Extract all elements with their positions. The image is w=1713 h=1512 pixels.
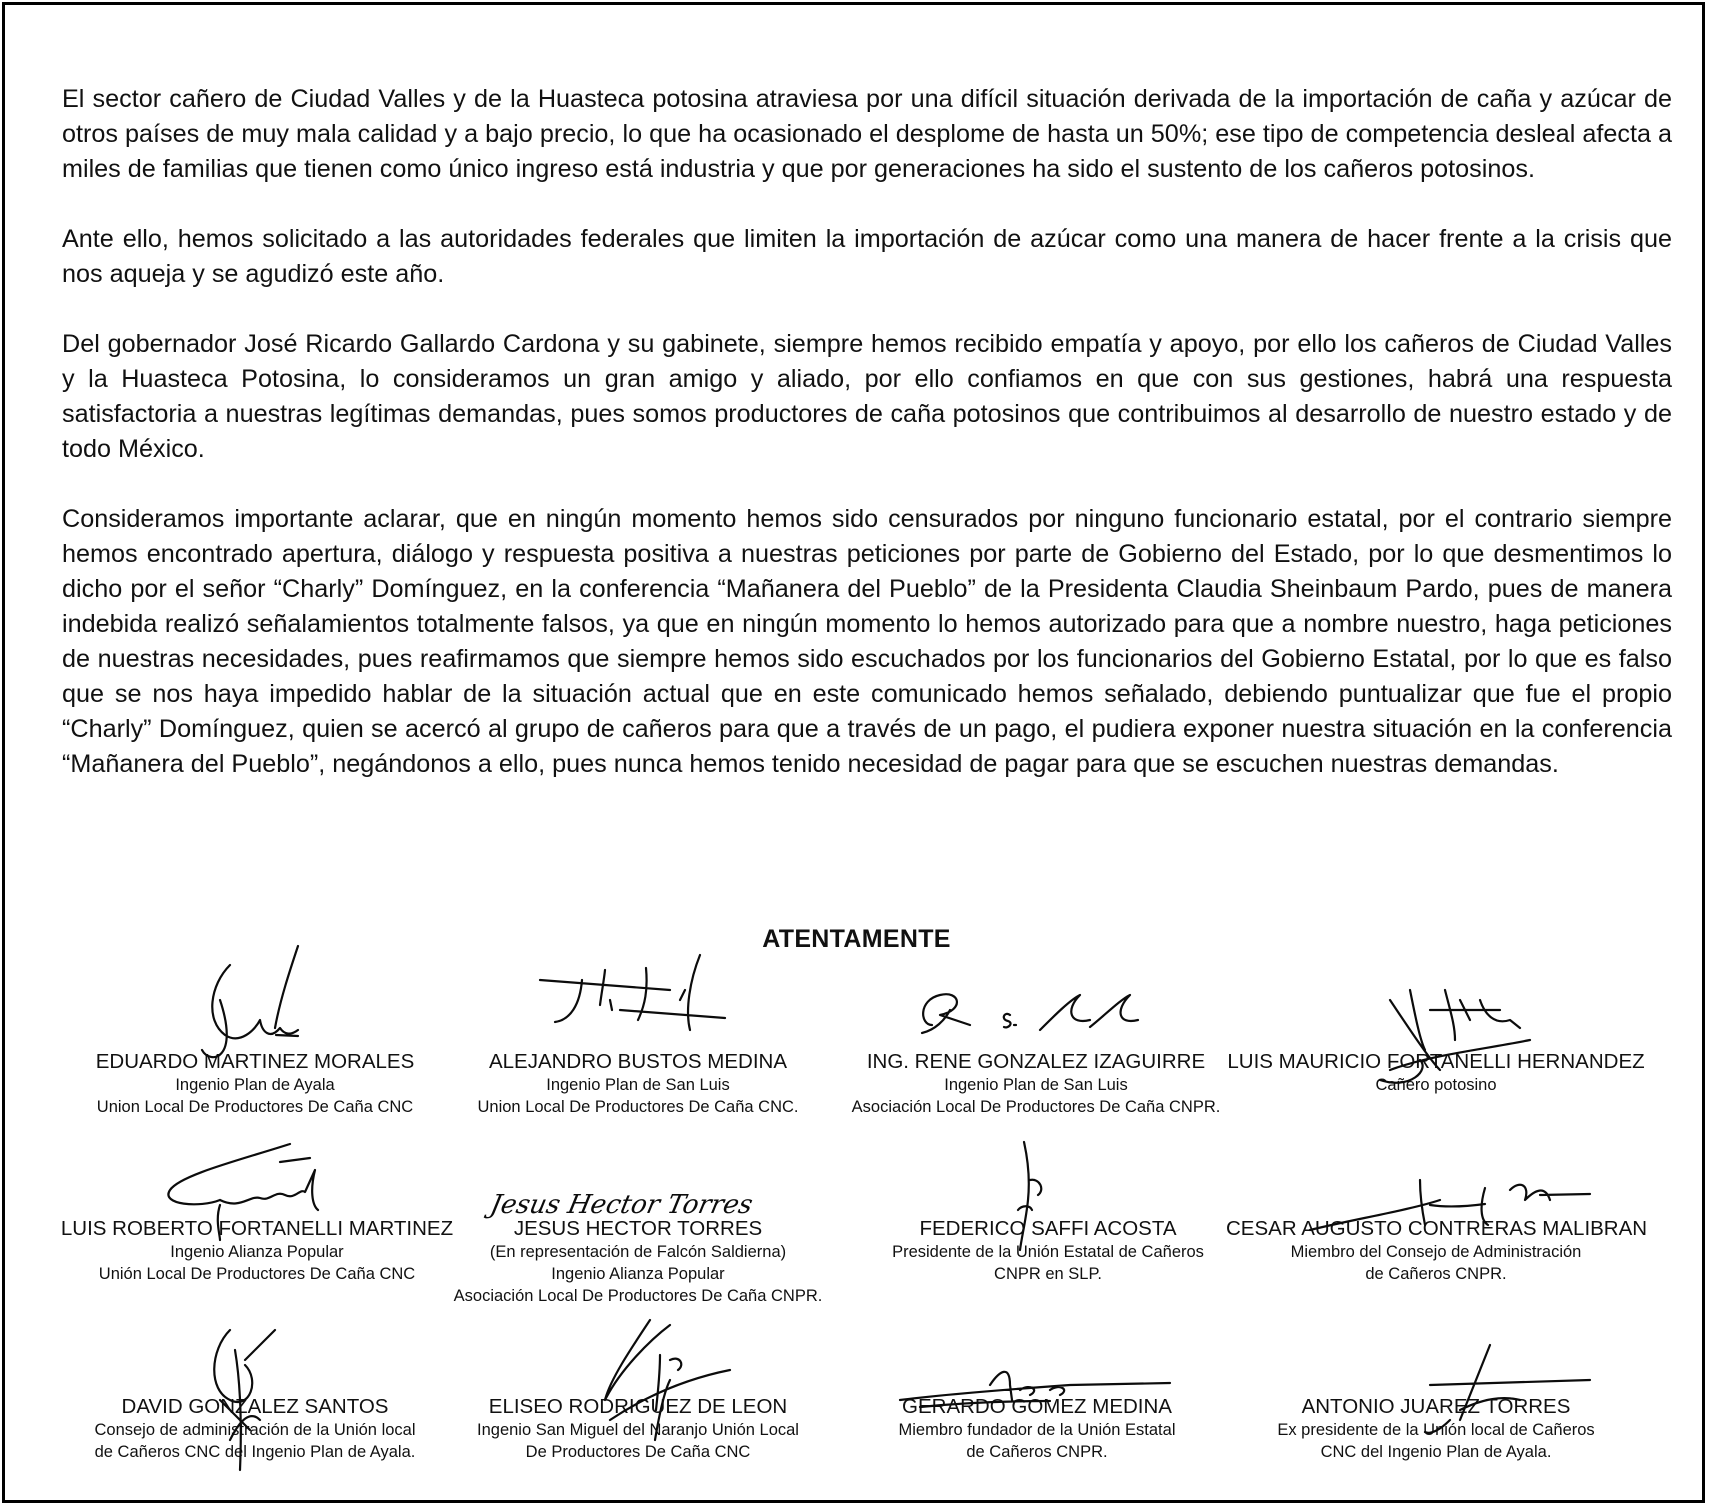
statement-body bbox=[62, 82, 1672, 782]
signatory-rene-gonzalez bbox=[826, 1050, 1246, 1118]
signatory-affiliation: (En representación de Falcón Saldierna) bbox=[489, 1243, 787, 1261]
signatory-luis-roberto-fortanelli bbox=[47, 1217, 467, 1285]
paragraph-4: Consideramos importante aclarar, que en ningún momento hemos sido censurados por ninguno funcionario estatal, por el contrario siempre hemos encontrado apertura, diálogo y respuesta positiva a nuestras peticiones por parte de Gobierno del Estado, por lo que desmentimos lo dicho por el señor “Charly” Domínguez, en la conferencia “Mañanera del Pueblo” de la Presidenta Claudia Sheinbaum Pardo, pues de manera indebida realizó señalamientos totalmente falsos, ya que en ningún momento lo hemos autorizado para que a nombre nuestro, haga peticiones de nuestras necesidades, pues reafirmamos que siempre hemos sido escuchados por los funcionarios del Gobierno Estatal, por lo que es falso que se nos haya impedido hablar de la situación actual que en este comunicado hemos señalado, debiendo puntualizar que fue el propio “Charly” Domínguez, quien se acercó al grupo de cañeros para que a través de un pago, el pudiera exponer nuestra situación en la conferencia “Mañanera del Pueblo”, negándonos a ello, pues nunca hemos tenido necesidad de pagar para que se escuchen nuestras demandas. bbox=[62, 505, 1672, 778]
signatory-affiliation: CNPR en SLP. bbox=[994, 1265, 1102, 1283]
signatory-affiliation: Presidente de la Unión Estatal de Cañeros bbox=[892, 1243, 1204, 1261]
signatory-name: FEDERICO SAFFI ACOSTA bbox=[919, 1217, 1177, 1240]
closing-atentamente: ATENTAMENTE bbox=[762, 925, 951, 953]
signatory-federico-saffi bbox=[838, 1217, 1258, 1285]
signatory-name: GERARDO GOMEZ MEDINA bbox=[902, 1395, 1172, 1418]
signatory-affiliation: Asociación Local De Productores De Caña CNPR. bbox=[851, 1098, 1221, 1116]
signatory-name: LUIS ROBERTO FORTANELLI MARTINEZ bbox=[60, 1217, 454, 1240]
signatory-eliseo-rodriguez bbox=[428, 1395, 848, 1463]
signatory-name: DAVID GONZALEZ SANTOS bbox=[121, 1395, 389, 1418]
signatory-name: LUIS MAURICIO FORTANELLI HERNANDEZ bbox=[1227, 1050, 1645, 1073]
signatory-affiliation: Ingenio Alianza Popular bbox=[170, 1243, 344, 1261]
paragraph-1: El sector cañero de Ciudad Valles y de la Huasteca potosina atraviesa por una difícil situación derivada de la importación de caña y azúcar de otros países de muy mala calidad y a bajo precio, lo que ha ocasionado el desplome de hasta un 50%; ese tipo de competencia desleal afecta a miles de familias que tienen como único ingreso está industria y que por generaciones ha sido el sustento de los cañeros potosinos. bbox=[62, 85, 1672, 183]
svg-text:Jesus Hector Torres: Jesus Hector Torres bbox=[487, 1190, 756, 1220]
signatory-affiliation: Ingenio Alianza Popular bbox=[551, 1265, 725, 1283]
signatory-affiliation: Unión Local De Productores De Caña CNC bbox=[98, 1265, 416, 1283]
signatory-affiliation: Ingenio Plan de Ayala bbox=[175, 1076, 335, 1094]
signatory-name: ALEJANDRO BUSTOS MEDINA bbox=[488, 1050, 788, 1073]
signatory-affiliation: Ingenio San Miguel del Naranjo Unión Local bbox=[477, 1421, 799, 1439]
signatory-antonio-juarez bbox=[1226, 1395, 1646, 1463]
signatory-name: ELISEO RODRIGUEZ DE LEON bbox=[488, 1395, 788, 1418]
paragraph-3: Del gobernador José Ricardo Gallardo Cardona y su gabinete, siempre hemos recibido empatía y apoyo, por ello los cañeros de Ciudad Valles y la Huasteca Potosina, lo consideramos un gran amigo y aliado, por ello confiamos en que con sus gestiones, habrá una respuesta satisfactoria a nuestras legítimas demandas, pues somos productores de caña potosinos que contribuimos al desarrollo de nuestro estado y de todo México. bbox=[62, 330, 1672, 463]
signatory-affiliation: Ingenio Plan de San Luis bbox=[546, 1076, 730, 1094]
signatory-luis-mauricio-fortanelli bbox=[1226, 1050, 1646, 1096]
signatory-affiliation: de Cañeros CNPR. bbox=[1365, 1265, 1507, 1283]
signatory-affiliation: de Cañeros CNC del Ingenio Plan de Ayala. bbox=[94, 1443, 416, 1461]
signatory-affiliation: Union Local De Productores De Caña CNC bbox=[96, 1098, 414, 1116]
signatory-eduardo-martinez bbox=[45, 1050, 465, 1118]
signatory-name: JESUS HECTOR TORRES bbox=[513, 1217, 763, 1240]
paragraph-2: Ante ello, hemos solicitado a las autoridades federales que limiten la importación de azúcar como una manera de hacer frente a la crisis que nos aqueja y se agudizó este año. bbox=[62, 225, 1672, 288]
signatory-david-gonzalez bbox=[45, 1395, 465, 1463]
signatory-gerardo-gomez bbox=[827, 1395, 1247, 1463]
signatory-affiliation: Asociación Local De Productores De Caña CNPR. bbox=[453, 1287, 823, 1305]
signatory-affiliation: Ex presidente de la Unión local de Cañeros bbox=[1277, 1421, 1595, 1439]
signatory-affiliation: Union Local De Productores De Caña CNC. bbox=[477, 1098, 799, 1116]
signatory-affiliation: CNC del Ingenio Plan de Ayala. bbox=[1320, 1443, 1552, 1461]
signatory-name: ANTONIO JUAREZ TORRES bbox=[1301, 1395, 1571, 1418]
signatory-jesus-hector-torres bbox=[428, 1217, 848, 1307]
signatory-name: EDUARDO MARTINEZ MORALES bbox=[95, 1050, 415, 1073]
signatory-affiliation: Miembro fundador de la Unión Estatal bbox=[898, 1421, 1176, 1439]
signatory-affiliation: Ingenio Plan de San Luis bbox=[944, 1076, 1128, 1094]
signatory-affiliation: Miembro del Consejo de Administración bbox=[1290, 1243, 1582, 1261]
signatory-affiliation: Cañero potosino bbox=[1375, 1076, 1497, 1094]
signatory-affiliation: De Productores De Caña CNC bbox=[525, 1443, 751, 1461]
signatory-name: ING. RENE GONZALEZ IZAGUIRRE bbox=[866, 1050, 1206, 1073]
signatory-name: CESAR AUGUSTO CONTRERAS MALIBRAN bbox=[1226, 1217, 1648, 1240]
signatory-affiliation: de Cañeros CNPR. bbox=[966, 1443, 1108, 1461]
signatory-cesar-contreras bbox=[1226, 1217, 1646, 1285]
signatory-affiliation: Consejo de administración de la Unión local bbox=[94, 1421, 416, 1439]
signatory-alejandro-bustos bbox=[428, 1050, 848, 1118]
